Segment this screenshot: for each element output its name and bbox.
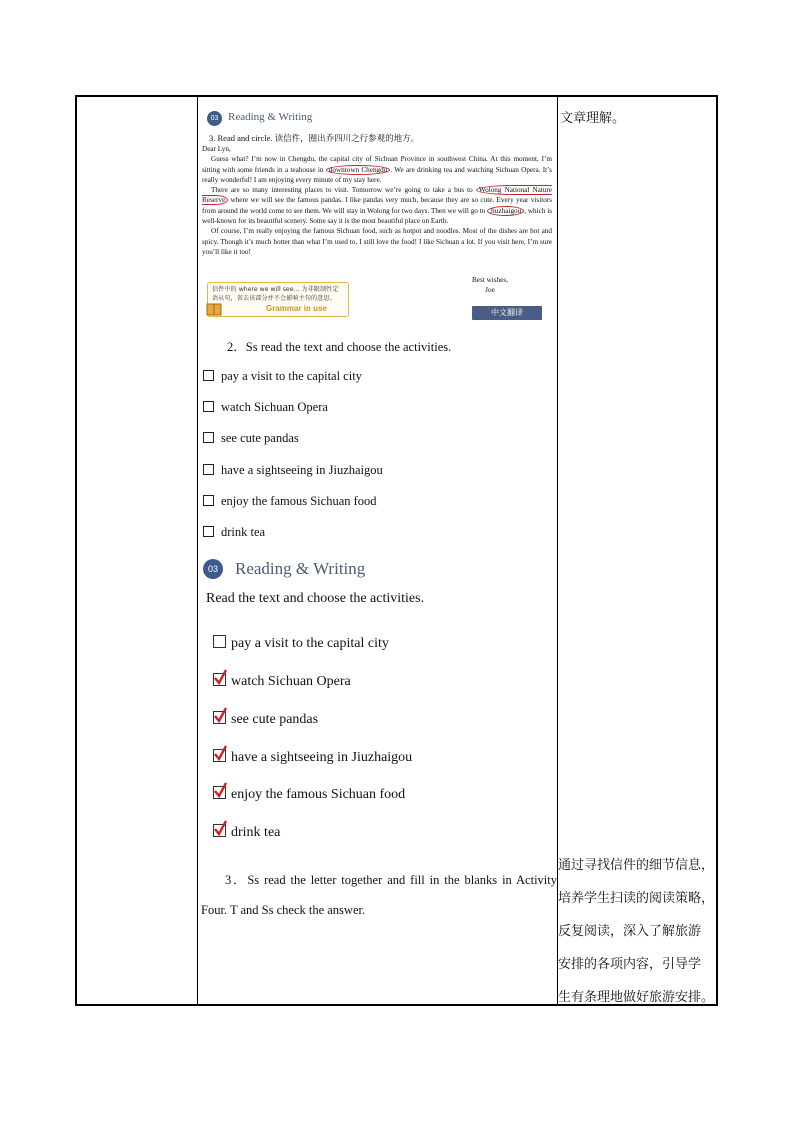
list-item: enjoy the famous Sichuan food bbox=[203, 494, 377, 509]
slide-instruction: 3. Read and circle. 读信件，圈出乔四川之行参观的地方。 bbox=[209, 133, 420, 143]
check-icon bbox=[213, 782, 227, 798]
check-icon bbox=[213, 820, 227, 836]
section-badge: 03 bbox=[203, 559, 223, 579]
check-icon bbox=[213, 707, 227, 723]
circled-place: downtown Chengdu bbox=[326, 165, 391, 175]
step-3-text: 3．Ss read the letter together and fill in the blanks in Activity Four. T and Ss check the answer. bbox=[201, 873, 557, 917]
checkbox[interactable] bbox=[203, 401, 214, 412]
step-2-text: 2．Ss read the text and choose the activities. bbox=[227, 340, 452, 354]
book-icon bbox=[206, 302, 222, 316]
lesson-table bbox=[75, 95, 718, 1006]
list-item: have a sightseeing in Jiuzhaigou bbox=[203, 463, 383, 478]
letter-paragraph: Guess what? I’m now in Chengdu, the capital city of Sichuan Province in southwest China. At this moment, I’m sitting with some friends in a teahouse in downtown Chengdu . We are drinking tea and watching Sichuan Opera. It’s really wonderful! I am enjoying every minute of my stay here. bbox=[202, 155, 552, 184]
list-item: pay a visit to the capital city bbox=[203, 369, 362, 384]
checkbox[interactable] bbox=[213, 673, 226, 686]
check-icon bbox=[213, 669, 227, 685]
procedure-column bbox=[199, 97, 557, 1004]
answer-item: have a sightseeing in Jiuzhaigou bbox=[213, 749, 412, 766]
list-item: see cute pandas bbox=[203, 431, 299, 446]
section-badge: 03 bbox=[207, 111, 222, 126]
answer-item: drink tea bbox=[213, 824, 280, 841]
list-item: watch Sichuan Opera bbox=[203, 400, 328, 415]
checkbox[interactable] bbox=[203, 495, 214, 506]
checkbox[interactable] bbox=[203, 464, 214, 475]
checkbox[interactable] bbox=[213, 635, 226, 648]
checkbox[interactable] bbox=[213, 824, 226, 837]
checkbox[interactable] bbox=[203, 526, 214, 537]
answer-item: see cute pandas bbox=[213, 711, 318, 728]
check-icon bbox=[213, 745, 227, 761]
answer-item: enjoy the famous Sichuan food bbox=[213, 786, 405, 803]
purpose-text: 通过寻找信件的细节信息， 培养学生扫读的阅读策略， 反复阅读，深入了解旅游 安排的各项内容，引导学 生有条理地做好旅游安排。 bbox=[558, 858, 715, 1005]
answer-item: watch Sichuan Opera bbox=[213, 673, 351, 690]
purpose-text: 文章理解。 bbox=[560, 111, 626, 126]
grammar-note bbox=[207, 282, 349, 317]
circled-place: Jiuzhaigou bbox=[487, 206, 524, 216]
checkbox[interactable] bbox=[203, 432, 214, 443]
letter-greeting: Dear Lyn, bbox=[202, 145, 231, 153]
column-divider bbox=[197, 97, 198, 1004]
answer-item: pay a visit to the capital city bbox=[213, 635, 389, 652]
letter-paragraph: There are so many interesting places to visit. Tomorrow we’re going to take a bus to Wolong National Nature Reserve where we will see the famous pandas. I like pandas very much, because they are so cute. Every year visitors from around the world come to see them. We will stay in Wolong for two days. Then we will go to Jiuzhaigou , which is well-known for its beautiful scenery. Some say it is the most beautiful place on Earth. bbox=[202, 186, 553, 226]
letter-text bbox=[202, 144, 552, 257]
checkbox[interactable] bbox=[203, 370, 214, 381]
purpose-column bbox=[558, 97, 718, 1004]
letter-sign-off: Best wishes, Joe bbox=[472, 276, 508, 294]
checkbox[interactable] bbox=[213, 711, 226, 724]
translate-button[interactable]: 中文翻译 bbox=[472, 306, 542, 320]
grammar-note-label: Grammar in use bbox=[266, 304, 327, 313]
checkbox[interactable] bbox=[213, 749, 226, 762]
list-item: drink tea bbox=[203, 525, 265, 540]
grammar-note-text: 信件中的 where we will see... 为非限制性定语从句，省去该部分并不会影响主句的意思。 bbox=[212, 286, 339, 302]
letter-slide bbox=[199, 103, 557, 317]
slide-title: Reading & Writing bbox=[235, 559, 366, 578]
circled-place: Wolong National Nature Reserve bbox=[202, 186, 552, 205]
letter-paragraph: Of course, I’m really enjoying the famous Sichuan food, such as hotpot and noodles. Most of the dishes are hot and spicy. Though it’s much hotter than what I’m used to, I still love the food! I like Sichuan a lot. If you visit here, I’m sure you’ll like it too! bbox=[202, 227, 552, 256]
checkbox[interactable] bbox=[213, 786, 226, 799]
slide-instruction: Read the text and choose the activities. bbox=[206, 591, 425, 606]
slide-title: Reading & Writing bbox=[228, 111, 313, 123]
